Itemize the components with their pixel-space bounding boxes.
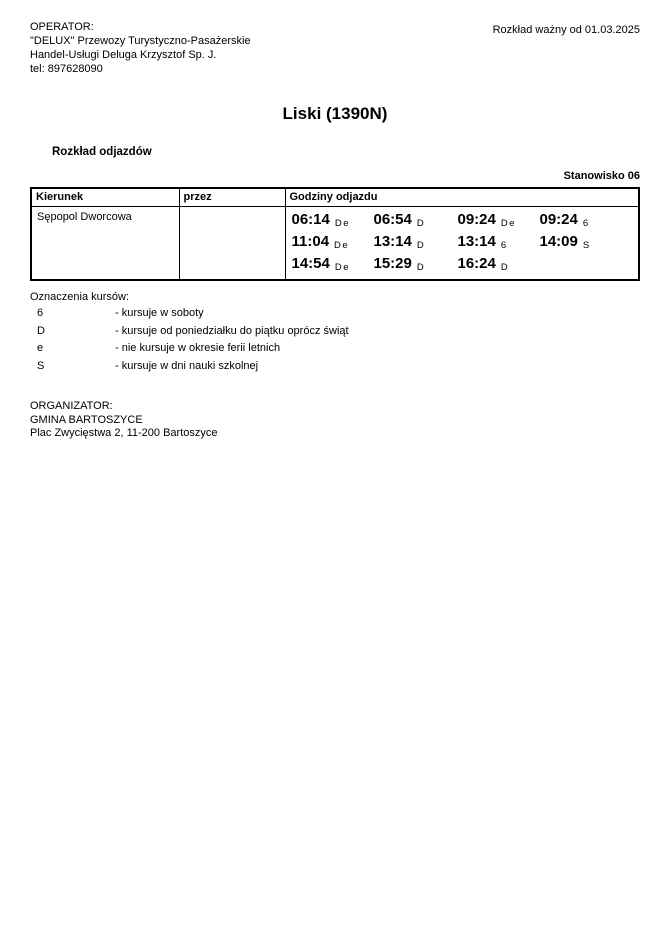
departure-time-marks: De: [500, 218, 517, 229]
departure-times-cell: [285, 207, 639, 281]
departure-time-value: 09:24: [539, 211, 578, 228]
departure-time: [374, 209, 458, 231]
document-header: [30, 20, 640, 76]
organizer-info: [30, 400, 640, 441]
departure-time-value: 14:09: [539, 233, 578, 250]
departure-time-marks: De: [334, 262, 351, 273]
departure-time-value: 14:54: [291, 255, 330, 272]
legend-symbol: S: [37, 359, 45, 372]
departure-time-marks: D: [500, 262, 510, 273]
organizer-address: Plac Zwycięstwa 2, 11-200 Bartoszyce: [30, 427, 218, 439]
column-header-departures: Godziny odjazdu: [285, 188, 639, 207]
departure-time: [458, 253, 540, 275]
departure-time-value: 13:14: [457, 233, 496, 250]
departure-time-marks: De: [334, 218, 351, 229]
departure-time: [540, 209, 635, 231]
legend-title: Oznaczenia kursów:: [30, 291, 130, 303]
departure-time: [458, 209, 540, 231]
departure-time-value: 15:29: [373, 255, 412, 272]
departure-time: [292, 231, 374, 253]
operator-name: "DELUX" Przewozy Turystyczno-Pasażerskie: [30, 35, 251, 47]
operator-company: Handel-Usługi Deluga Krzysztof Sp. J.: [30, 49, 217, 61]
departure-time-value: 16:24: [457, 255, 496, 272]
page-title: Liski (1390N): [282, 104, 388, 123]
legend-item: [30, 340, 640, 358]
departure-time-marks: 6: [582, 218, 590, 229]
direction-cell: Sępopol Dworcowa: [31, 207, 179, 281]
operator-label: OPERATOR:: [30, 21, 94, 33]
departure-time-value: 11:04: [291, 233, 330, 250]
table-row: [31, 207, 639, 281]
departure-time: [374, 253, 458, 275]
column-header-direction: Kierunek: [31, 188, 179, 207]
departure-time-value: 13:14: [373, 233, 412, 250]
table-header-row: [31, 188, 639, 207]
departures-subtitle: Rozkład odjazdów: [52, 146, 152, 158]
timetable-document: [0, 0, 670, 441]
legend-description: - nie kursuje w okresie ferii letnich: [115, 342, 281, 354]
departure-times-grid: [292, 209, 635, 275]
organizer-name: GMINA BARTOSZYCE: [30, 413, 143, 426]
via-cell: [179, 207, 285, 281]
legend-item: [30, 305, 640, 323]
departure-time: [292, 209, 374, 231]
legend-item: [30, 323, 640, 341]
departure-time: [292, 253, 374, 275]
legend-item: [30, 358, 640, 376]
legend-symbol: D: [37, 324, 45, 337]
departure-time-value: 09:24: [457, 211, 496, 228]
legend-symbol: e: [37, 342, 44, 354]
legend-description: - kursuje od poniedziałku do piątku oprócz świąt: [115, 324, 349, 337]
column-header-via: przez: [179, 188, 285, 207]
validity-date: Rozkład ważny od 01.03.2025: [492, 24, 640, 36]
departure-time-marks: D: [416, 218, 426, 229]
departure-time-empty: [540, 253, 635, 275]
legend: [30, 290, 640, 375]
departure-time-marks: D: [416, 262, 426, 273]
legend-description: - kursuje w soboty: [115, 307, 204, 319]
departure-time: [374, 231, 458, 253]
stand-label: Stanowisko 06: [563, 170, 640, 182]
legend-description: - kursuje w dni nauki szkolnej: [115, 359, 259, 372]
legend-symbol: 6: [37, 307, 44, 319]
legend-items: [30, 305, 640, 375]
departure-time-marks: D: [416, 240, 426, 251]
departures-table: [30, 187, 640, 281]
departure-time: [458, 231, 540, 253]
organizer-label: ORGANIZATOR:: [30, 400, 113, 412]
departure-time-value: 06:14: [291, 211, 330, 228]
departure-time-value: 06:54: [373, 211, 412, 228]
operator-phone: tel: 897628090: [30, 63, 103, 75]
departure-time-marks: De: [334, 240, 350, 251]
departure-time-marks: 6: [500, 240, 508, 251]
departure-time-marks: S: [582, 240, 591, 251]
operator-info: [30, 20, 251, 76]
departure-time: [540, 231, 635, 253]
